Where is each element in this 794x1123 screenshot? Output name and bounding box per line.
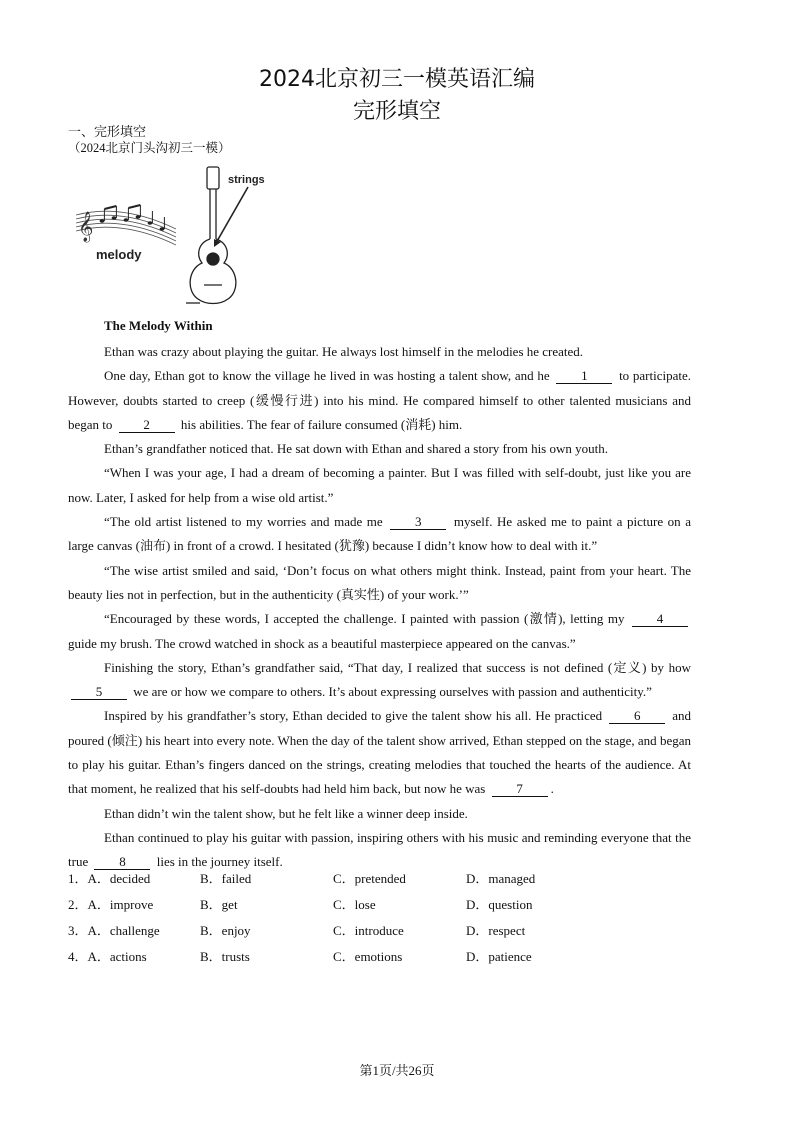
document-subtitle: 完形填空 [352,99,441,124]
treble-clef-icon: 𝄞 [78,212,94,242]
source-note: （2024北京门头沟初三一模） [68,141,231,155]
blank-5: 5 [71,684,127,700]
paragraph: “The wise artist smiled and said, ‘Don’t focus on what others might think. Instead, paint from your heart. The beauty lies not in perfection, but in the authenticity (真实性) of your work.’” [68,562,691,602]
paragraph: Ethan was crazy about playing the guitar. He always lost himself in the melodies he created. [104,344,584,359]
paragraph: Ethan’s grandfather noticed that. He sat down with Ethan and shared a story from his own youth. [104,441,608,457]
paragraph: Finishing the story, Ethan’s grandfather said, “That day, I realized that success is not defined (定义) by how 5 we are or how we compare to others. It’s about expressing ourselves with passion and authenticity.” [68,656,691,705]
option-d: D．respect [466,923,526,938]
option-c: C．emotions [333,949,403,964]
guitar-icon [186,167,236,304]
paragraph: Inspired by his grandfather’s story, Ethan decided to give the talent show his all. He practiced 6 and poured (倾注) his heart into every note. When the day of the talent show arrived, Ethan stepped on the stage, and began to play his guitar. Ethan’s fingers danced on the strings, creating melodies that touched the hearts of the audience. At that moment, he realized that his self-doubts had held him back, but now he was 7 . [68,708,692,797]
question-options [68,868,688,972]
option-b: B．trusts [200,949,250,964]
paragraph: Ethan continued to play his guitar with passion, inspiring others with his music and reminding everyone that the true 8 lies in the journey itself. [68,829,691,870]
blank-3: 3 [390,514,446,530]
blank-7: 7 [492,781,548,797]
question-row [68,920,688,946]
option-a: 4．A．actions [68,949,147,964]
paragraph: “When I was your age, I had a dream of becoming a painter. But I was filled with self-doubt, just like you are now. Later, I asked for help from a wise old artist.” [68,465,691,505]
blank-6: 6 [609,708,665,724]
option-d: D．question [466,897,533,912]
question-row [68,894,688,920]
option-d: D．patience [466,949,532,964]
guitar-melody-illustration [72,163,268,308]
question-row [68,946,688,972]
option-a: 3．A．challenge [68,923,160,938]
strings-pointer [216,187,248,243]
blank-8: 8 [94,854,150,870]
story-title: The Melody Within [104,318,213,333]
option-a: 2．A．improve [68,897,154,912]
blank-4: 4 [632,611,688,627]
option-b: B．failed [200,871,252,886]
option-c: C．pretended [333,871,406,886]
strings-label: strings [228,174,265,186]
option-c: C．introduce [333,923,404,938]
document-title: 2024北京初三一模英语汇编 [259,67,535,92]
story-body [68,340,691,875]
blank-2: 2 [119,417,175,433]
option-c: C．lose [333,897,376,912]
option-a: 1．A．decided [68,871,151,886]
page-number: 第1页/共26页 [359,1063,435,1078]
blank-1: 1 [556,368,612,384]
paragraph: Ethan didn’t win the talent show, but he felt like a winner deep inside. [104,805,468,821]
section-heading: 一、完形填空 [68,125,147,140]
paragraph: “Encouraged by these words, I accepted the challenge. I painted with passion (激情), letting my 4 guide my brush. The crowd watched in shock as a beautiful masterpiece appeared on the canvas.” [68,607,691,656]
option-d: D．managed [466,871,536,886]
option-b: B．enjoy [200,923,251,938]
option-b: B．get [200,897,238,912]
paragraph: One day, Ethan got to know the village he lived in was hosting a talent show, and he 1 to participate. However, doubts started to creep (缓慢行进) into his mind. He compared himself to other talented musicians and began to 2 his abilities. The fear of failure consumed (消耗) him. [68,368,691,432]
melody-label: melody [96,247,142,262]
paragraph: “The old artist listened to my worries and made me 3 myself. He asked me to paint a picture on a large canvas (油布) in front of a crowd. I hesitated (犹豫) because I didn’t know how to deal with it.” [68,514,691,554]
question-row [68,868,688,894]
